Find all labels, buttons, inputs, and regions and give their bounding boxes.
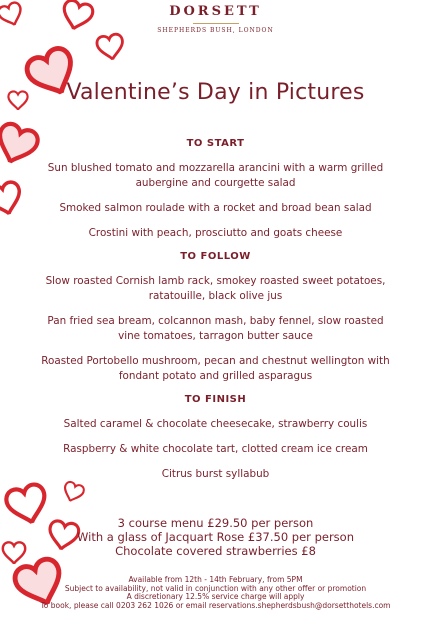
section-heading: TO FOLLOW [180,251,251,262]
section-to-start [40,138,391,241]
price-block [0,516,431,558]
dish-item: Roasted Portobello mushroom, pecan and chestnut wellington with fondant potato and grilled asparagus [41,355,390,382]
dish-item: Sun blushed tomato and mozzarella arancini with a warm grilled aubergine and courgette salad [47,162,384,189]
terms-line: Subject to availability, not valid in conjunction with any other offer or promotion [64,583,367,593]
price-line: With a glass of Jacquart Rose £37.50 per person [77,530,354,544]
section-to-follow [40,251,391,384]
section-heading: TO FINISH [184,394,247,405]
dish-item: Pan fried sea bream, colcannon mash, baby fennel, slow roasted vine tomatoes, tarragon butter sauce [47,315,384,342]
price-line: 3 course menu £29.50 per person [117,516,314,530]
price-line: Chocolate covered strawberries £8 [115,544,316,558]
dish-item: Citrus burst syllabub [161,468,270,480]
page-title: Valentine’s Day in Pictures [66,80,365,105]
dish-item: Crostini with peach, prosciutto and goats cheese [88,227,343,239]
terms-block [0,576,431,610]
heart-icon [0,180,25,218]
hotel-logo [0,4,431,34]
dish-item: Salted caramel & chocolate cheesecake, strawberry coulis [63,418,368,430]
brand-name: DORSETT [169,4,262,19]
section-to-finish [40,394,391,482]
section-heading: TO START [186,138,245,149]
dish-item: Raspberry & white chocolate tart, clotted cream ice cream [63,443,368,455]
brand-divider [193,23,239,24]
booking-contact[interactable]: To book, please call 0203 262 1026 or email reservations.shepherdsbush@dorsetthotels.com [40,600,391,610]
terms-line: A discretionary 12.5% service charge will apply [126,592,305,601]
dish-item: Smoked salmon roulade with a rocket and broad bean salad [59,202,372,214]
brand-location: SHEPHERDS BUSH, LONDON [157,27,274,34]
dish-item: Slow roasted Cornish lamb rack, smokey roasted sweet potatoes, ratatouille, black olive jus [45,275,386,302]
terms-line: Available from 12th - 14th February, from 5PM [128,575,303,584]
heart-icon [96,33,126,62]
menu-sections [40,138,391,492]
